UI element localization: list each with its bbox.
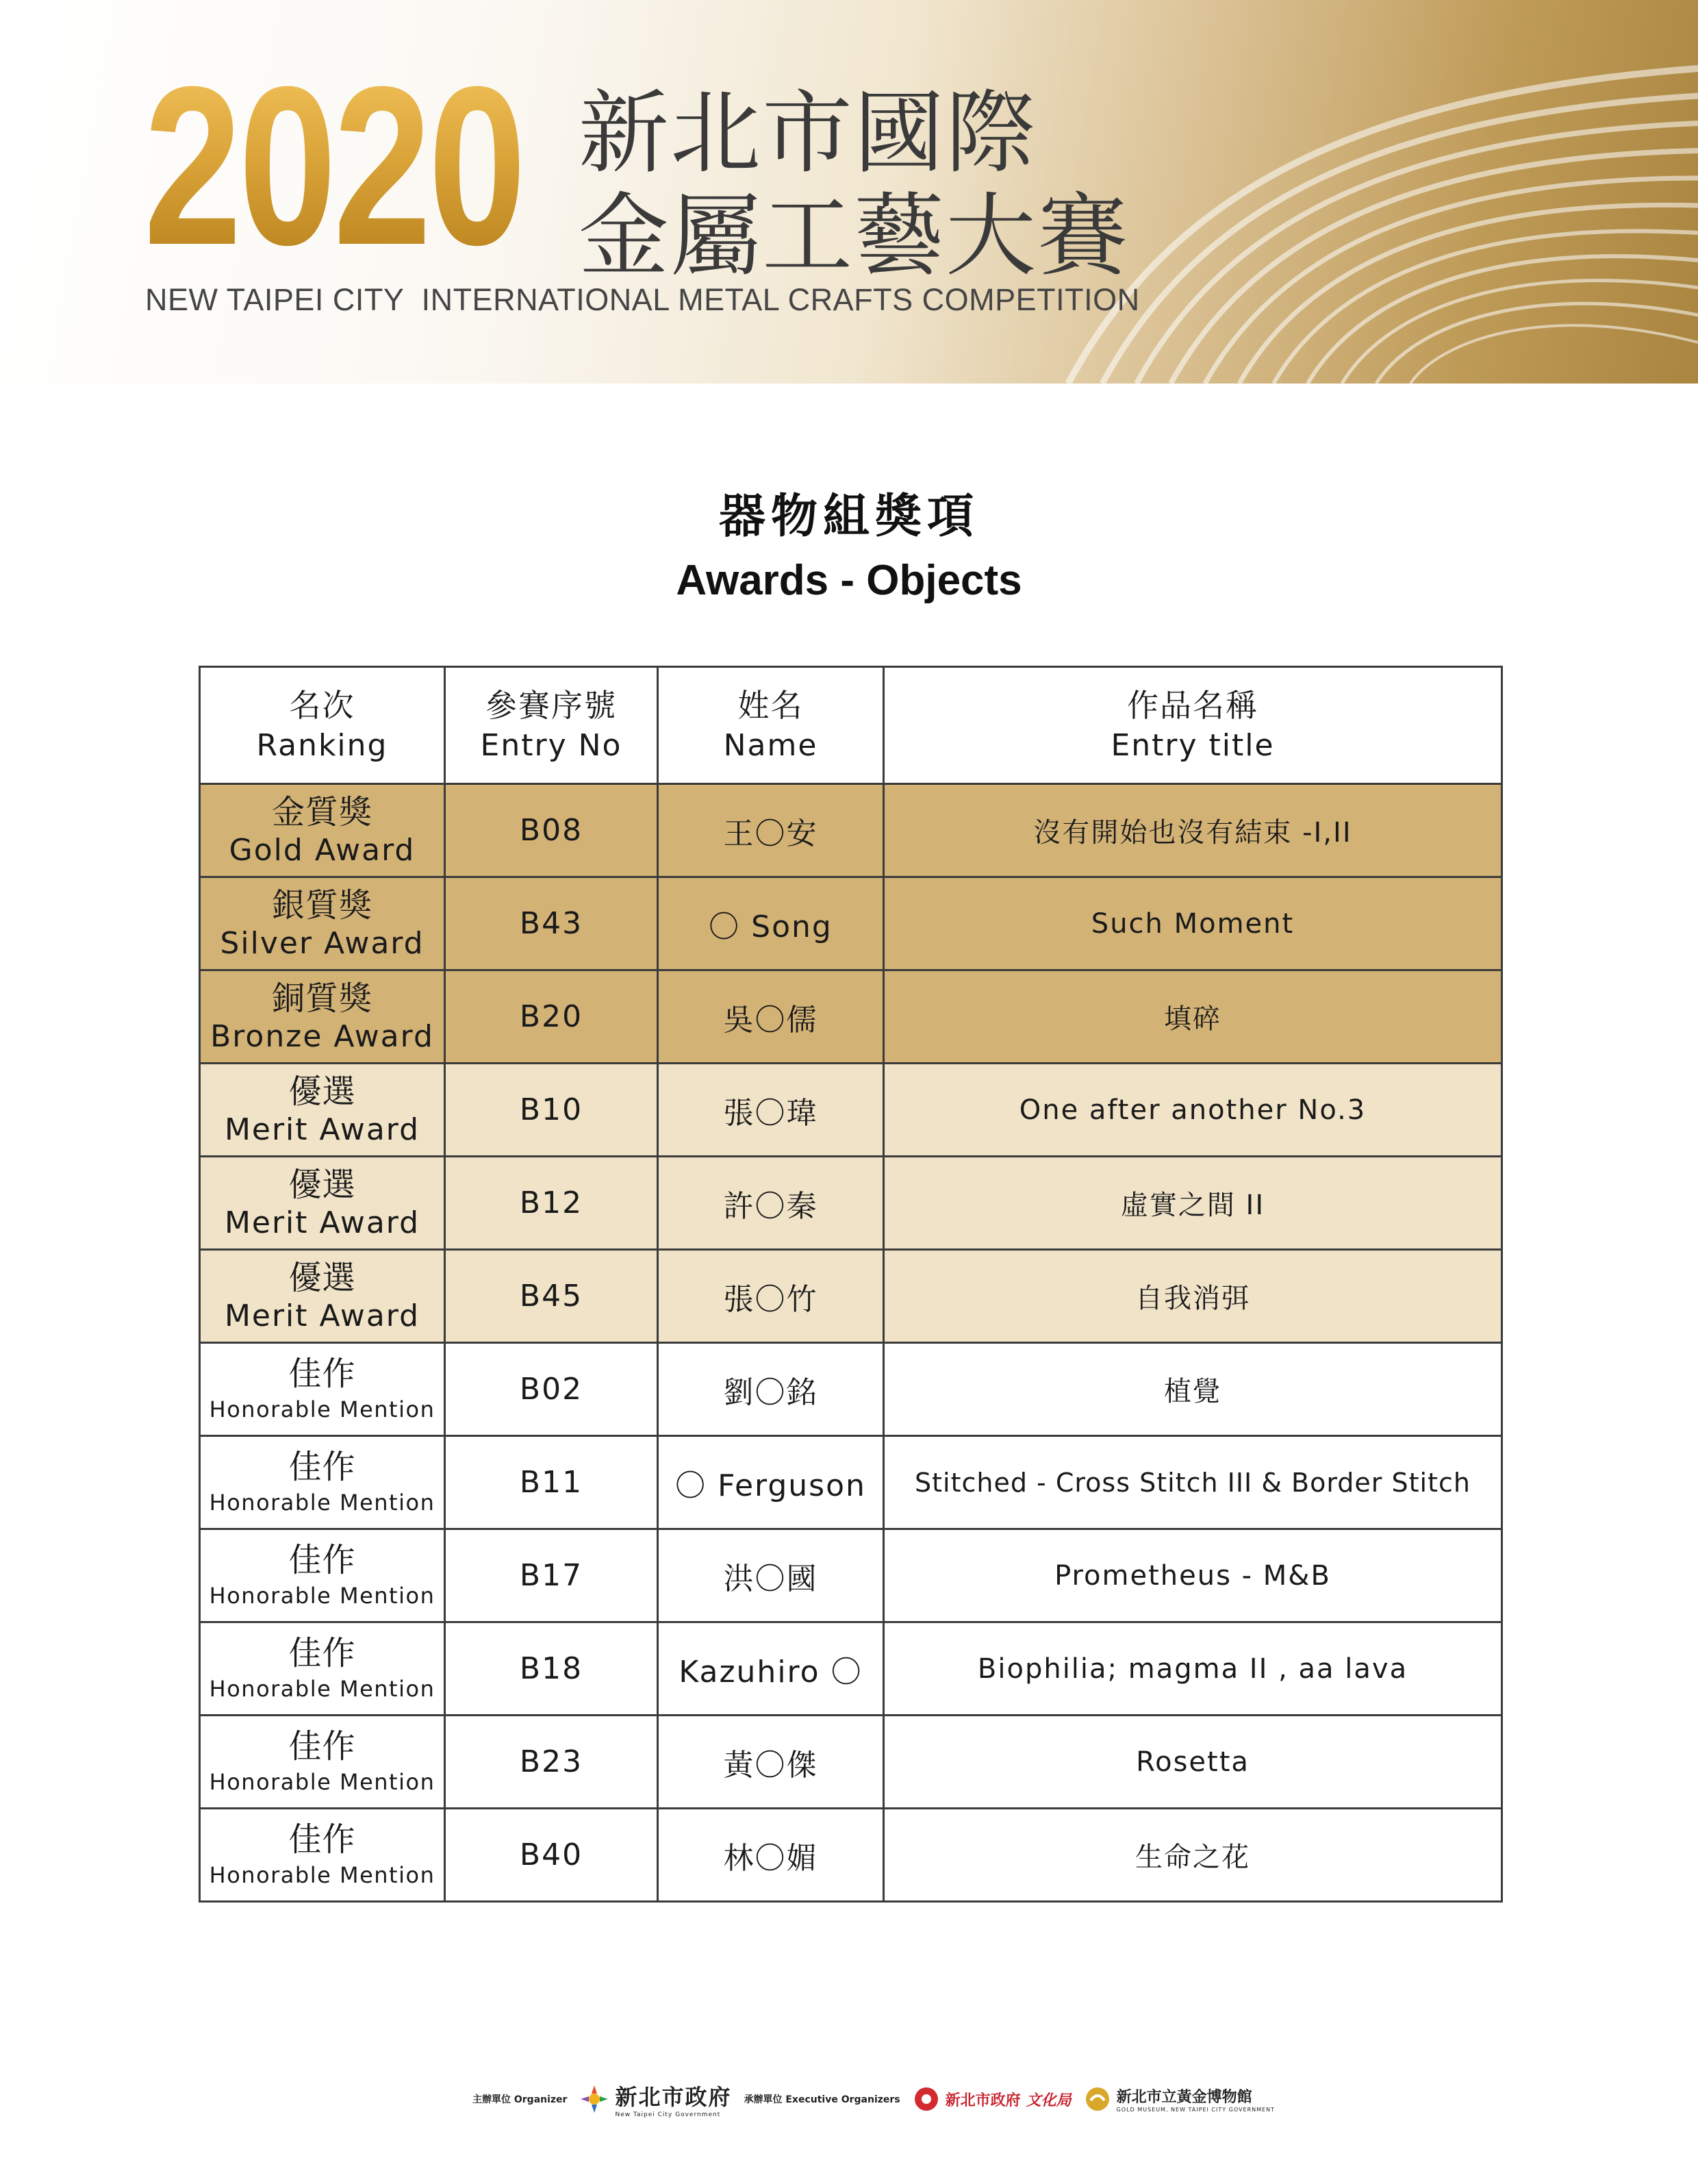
culture-bureau-mark: 文化局 — [1026, 2091, 1072, 2109]
table-row — [200, 970, 1502, 1064]
entry-title-cell: 沒有開始也沒有結束 -I,II — [884, 784, 1502, 877]
entry-title-cell: Such Moment — [884, 877, 1502, 970]
competition-title-en: NEW TAIPEI CITY INTERNATIONAL METAL CRAFTS COMPETITION — [145, 282, 1140, 317]
name-cell: 王〇安 — [658, 784, 884, 877]
entry-no-cell: B23 — [445, 1716, 658, 1809]
entry-no-cell: B02 — [445, 1343, 658, 1436]
table-header-row — [200, 667, 1502, 784]
table-row — [200, 1157, 1502, 1250]
section-title-zh: 器物組獎項 — [718, 490, 979, 544]
competition-title-zh — [579, 81, 1129, 289]
competition-year: 2020 — [144, 39, 523, 292]
entry-title-cell: 植覺 — [884, 1343, 1502, 1436]
name-cell: 張〇竹 — [658, 1250, 884, 1343]
entry-no-cell: B11 — [445, 1436, 658, 1529]
header-name: 姓名 Name — [658, 667, 884, 784]
gold-museum-emblem-icon — [1084, 2085, 1111, 2113]
name-cell: Kazuhiro 〇 — [658, 1622, 884, 1716]
entry-title-cell: 虛實之間 II — [884, 1157, 1502, 1250]
new-taipei-emblem-icon — [579, 2084, 609, 2114]
entry-title-cell: One after another No.3 — [884, 1064, 1502, 1157]
ranking-cell: 佳作 Honorable Mention — [200, 1622, 445, 1716]
entry-title-cell: 填碎 — [884, 970, 1502, 1064]
header-ranking: 名次 Ranking — [200, 667, 445, 784]
ranking-cell: 佳作 Honorable Mention — [200, 1809, 445, 1902]
gold-museum-sub: GOLD MUSEUM, NEW TAIPEI CITY GOVERNMENT — [1116, 2107, 1275, 2113]
table-row — [200, 1436, 1502, 1529]
name-cell: 〇 Song — [658, 877, 884, 970]
entry-no-cell: B18 — [445, 1622, 658, 1716]
ranking-cell: 優選 Merit Award — [200, 1157, 445, 1250]
table-row — [200, 1343, 1502, 1436]
entry-title-cell: 生命之花 — [884, 1809, 1502, 1902]
name-cell: 許〇秦 — [658, 1157, 884, 1250]
culture-bureau-emblem-icon — [913, 2085, 940, 2113]
table-row — [200, 784, 1502, 877]
table-row — [200, 1809, 1502, 1902]
ranking-cell: 銀質獎 Silver Award — [200, 877, 445, 970]
ranking-cell: 佳作 Honorable Mention — [200, 1716, 445, 1809]
entry-title-cell: 自我消弭 — [884, 1250, 1502, 1343]
exec-organizer-label: 承辦單位 Executive Organizers — [744, 2094, 900, 2105]
organizer-label: 主辦單位 Organizer — [472, 2094, 568, 2105]
table-row — [200, 1064, 1502, 1157]
organizer-name: 新北市政府 — [615, 2084, 732, 2110]
table-row — [200, 1250, 1502, 1343]
title-zh-line2: 金屬工藝大賽 — [579, 184, 1129, 289]
table-row — [200, 1529, 1502, 1622]
entry-no-cell: B12 — [445, 1157, 658, 1250]
entry-no-cell: B45 — [445, 1250, 658, 1343]
section-title-en: Awards - Objects — [676, 557, 1022, 604]
culture-bureau-name: 新北市政府 — [945, 2092, 1021, 2109]
table-row — [200, 1716, 1502, 1809]
name-cell: 吳〇儒 — [658, 970, 884, 1064]
title-zh-line1: 新北市國際 — [579, 81, 1037, 186]
header-entry-title: 作品名稱 Entry title — [884, 667, 1502, 784]
entry-title-cell: Stitched - Cross Stitch III & Border Stitch — [884, 1436, 1502, 1529]
table-row — [200, 877, 1502, 970]
name-cell: 劉〇銘 — [658, 1343, 884, 1436]
name-cell: 〇 Ferguson — [658, 1436, 884, 1529]
entry-no-cell: B40 — [445, 1809, 658, 1902]
awards-table — [199, 666, 1503, 1903]
gold-museum-name: 新北市立黃金博物館 — [1116, 2088, 1252, 2106]
gold-museum-logo — [1084, 2085, 1275, 2113]
name-cell: 林〇媚 — [658, 1809, 884, 1902]
header-banner — [0, 0, 1698, 384]
entry-no-cell: B10 — [445, 1064, 658, 1157]
entry-title-cell: Prometheus - M&B — [884, 1529, 1502, 1622]
entry-no-cell: B20 — [445, 970, 658, 1064]
entry-title-cell: Biophilia; magma II , aa lava — [884, 1622, 1502, 1716]
name-cell: 黃〇傑 — [658, 1716, 884, 1809]
ranking-cell: 佳作 Honorable Mention — [200, 1436, 445, 1529]
ranking-cell: 佳作 Honorable Mention — [200, 1529, 445, 1622]
name-cell: 張〇瑋 — [658, 1064, 884, 1157]
table-row — [200, 1622, 1502, 1716]
ranking-cell: 優選 Merit Award — [200, 1064, 445, 1157]
entry-no-cell: B08 — [445, 784, 658, 877]
header-entry-no: 參賽序號 Entry No — [445, 667, 658, 784]
ranking-cell: 佳作 Honorable Mention — [200, 1343, 445, 1436]
entry-no-cell: B17 — [445, 1529, 658, 1622]
entry-no-cell: B43 — [445, 877, 658, 970]
organizer-logo — [579, 2080, 731, 2118]
ranking-cell: 優選 Merit Award — [200, 1250, 445, 1343]
ranking-cell: 銅質獎 Bronze Award — [200, 970, 445, 1064]
footer-organizers — [472, 2075, 1275, 2123]
culture-bureau-logo — [913, 2085, 1072, 2113]
name-cell: 洪〇國 — [658, 1529, 884, 1622]
ranking-cell: 金質獎 Gold Award — [200, 784, 445, 877]
organizer-sub: New Taipei City Government — [615, 2111, 721, 2118]
entry-title-cell: Rosetta — [884, 1716, 1502, 1809]
